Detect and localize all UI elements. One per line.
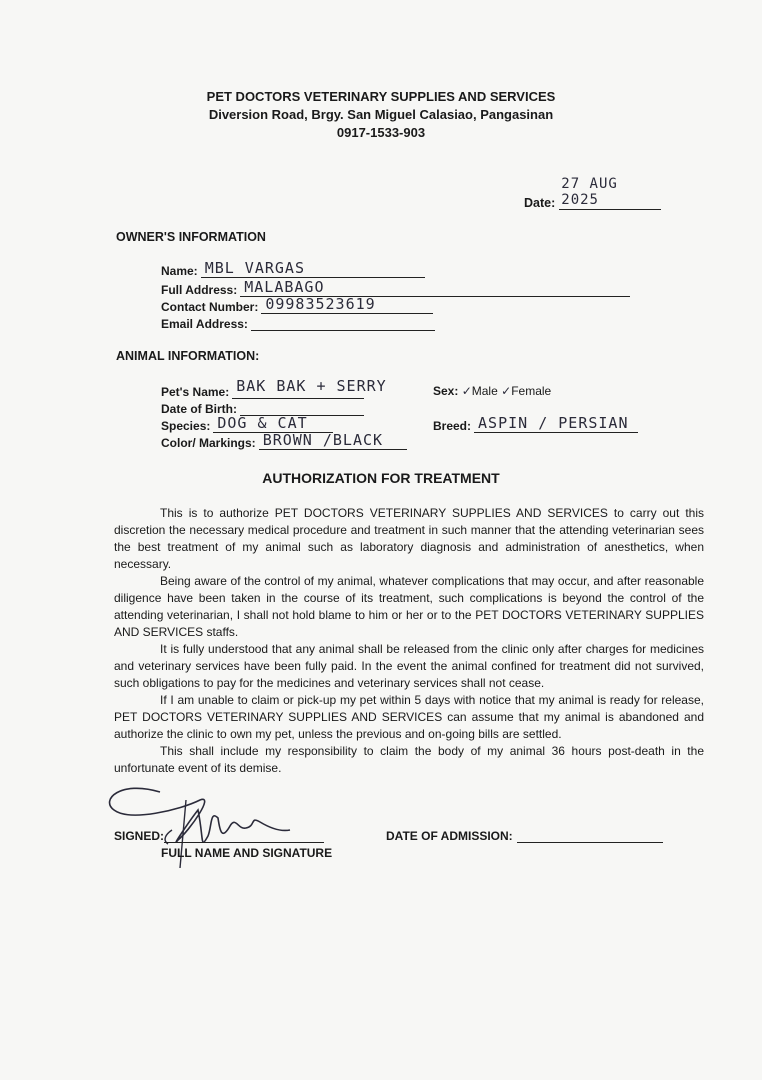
owner-name-field[interactable] — [161, 259, 425, 278]
color-field[interactable] — [161, 431, 407, 450]
authorization-paragraph: This shall include my responsibility to claim the body of my animal 36 hours post-death in the unfortunate event of its demise. — [114, 744, 704, 775]
pet-name-value: BAK BAK + SERRY — [236, 377, 387, 395]
male-checkbox[interactable]: ✓ — [461, 384, 472, 398]
owner-section-title: OWNER'S INFORMATION — [116, 230, 266, 244]
owner-address-value: MALABAGO — [244, 278, 325, 296]
dob-label: Date of Birth: — [161, 402, 237, 416]
signed-field[interactable] — [114, 828, 324, 843]
animal-section-title: ANIMAL INFORMATION: — [116, 349, 260, 363]
owner-contact-value: 09983523619 — [265, 295, 376, 313]
owner-contact-label: Contact Number: — [161, 300, 259, 314]
business-address: Diversion Road, Brgy. San Miguel Calasiao, Pangasinan — [208, 107, 554, 122]
pet-name-field[interactable] — [161, 377, 387, 399]
male-label: Male — [471, 384, 498, 398]
breed-label: Breed: — [433, 419, 472, 433]
sex-field[interactable] — [433, 384, 551, 398]
admission-date-label: DATE OF ADMISSION: — [386, 829, 513, 843]
color-label: Color/ Markings: — [161, 436, 256, 450]
date-field[interactable] — [524, 176, 661, 210]
owner-name-value: MBL VARGAS — [204, 259, 305, 277]
species-label: Species: — [161, 419, 211, 433]
owner-address-label: Full Address: — [161, 283, 238, 297]
breed-value: ASPIN / PERSIAN — [478, 414, 629, 432]
female-checkbox[interactable]: ✓ — [501, 384, 512, 398]
color-value: BROWN /BLACK — [262, 431, 384, 449]
owner-address-field[interactable] — [161, 278, 630, 297]
owner-email-label: Email Address: — [161, 317, 248, 331]
business-name: PET DOCTORS VETERINARY SUPPLIES AND SERVICES — [206, 89, 556, 104]
authorization-paragraph: This is to authorize PET DOCTORS VETERINARY SUPPLIES AND SERVICES to carry out this discretion the necessary medical procedure and treatment in such manner that the attending veterinarian sees the best treatment of my animal such as laboratory diagnosis and administration of anesthetics, when necessary. — [114, 506, 704, 571]
date-label: Date: — [524, 196, 556, 210]
owner-contact-field[interactable] — [161, 295, 433, 314]
signature-caption: FULL NAME AND SIGNATURE — [161, 846, 333, 860]
authorization-title: AUTHORIZATION FOR TREATMENT — [262, 470, 500, 486]
sex-label: Sex: — [433, 384, 459, 398]
letterhead — [0, 88, 762, 142]
authorization-paragraph: Being aware of the control of my animal, whatever complications that may occur, and after reasonable diligence have been taken in the course of its treatment, such complications is beyond the control of the attending veterinarian, I shall not hold blame to him or her or to the PET DOCTORS VETERINARY SUPPLIES AND SERVICES staffs. — [114, 574, 704, 639]
owner-name-label: Name: — [161, 264, 198, 278]
owner-email-field[interactable] — [161, 315, 435, 331]
authorization-paragraph: It is fully understood that any animal shall be released from the clinic only after charges for medicines and veterinary services have been fully paid. In the event the animal confined for treatment did not survived, such obligations to pay for the medicines and veterinary services shall not cease. — [114, 642, 704, 690]
signed-label: SIGNED: — [114, 829, 165, 843]
pet-name-label: Pet's Name: — [161, 385, 230, 399]
species-value: DOG & CAT — [217, 414, 308, 432]
admission-date-field[interactable] — [386, 828, 663, 843]
date-value: 27 AUG 2025 — [561, 176, 618, 208]
authorization-paragraph: If I am unable to claim or pick-up my pet within 5 days with notice that my animal is ready for release, PET DOCTORS VETERINARY SUPPLIES AND SERVICES can assume that my animal is abandoned and authorize the clinic to own my pet, unless the previous and on-going bills are settled. — [114, 693, 704, 741]
authorization-body — [114, 505, 704, 777]
female-label: Female — [511, 384, 552, 398]
business-phone: 0917-1533-903 — [336, 125, 426, 140]
breed-field[interactable] — [433, 414, 638, 433]
